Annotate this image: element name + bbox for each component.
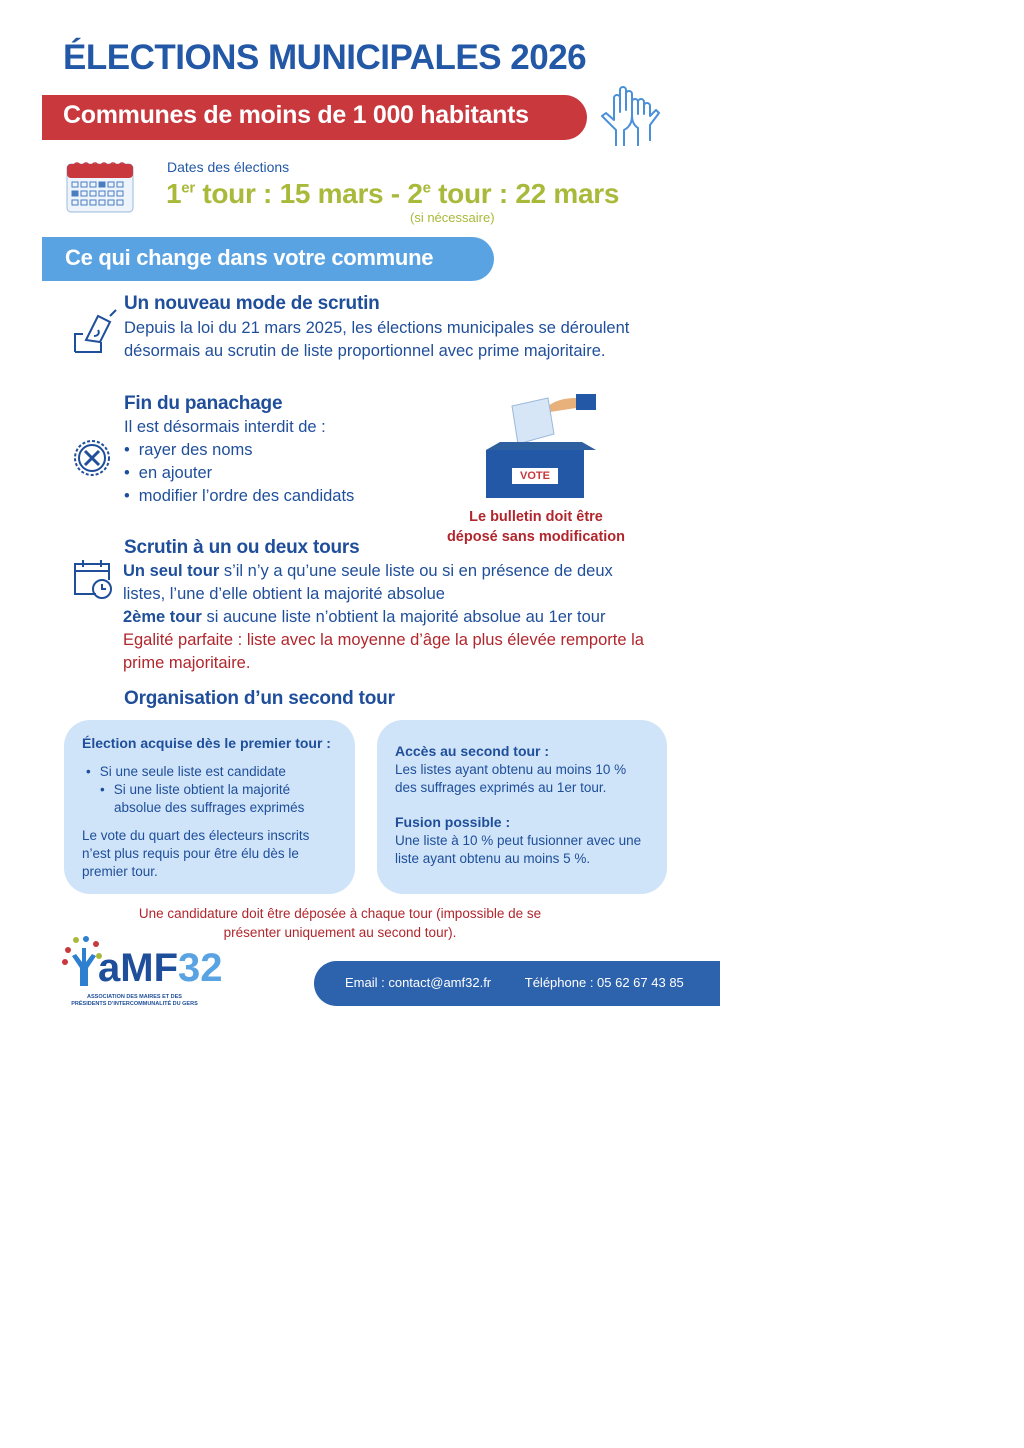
cross-circle-icon — [72, 438, 112, 478]
tours-text: Un seul tour s’il n’y a qu’une seule liste ou si en présence de deux listes, l’une d’elle obtient la majorité absolue 2ème tour si aucune liste n’obtient la majorité absolue au 1er tour Egalité parfaite : liste avec la moyenne d’âge la plus élevée remporte la prime majoritaire. — [123, 562, 644, 672]
first-round-box — [64, 720, 355, 894]
vote-label: VOTE — [520, 470, 550, 482]
ballot-caption: Le bulletin doit être déposé sans modification — [446, 509, 626, 545]
subtitle-banner: Communes de moins de 1 000 habitants — [42, 95, 587, 140]
candidacy-warning: Une candidature doit être déposée à chaque tour (impossible de se présenter uniquement au second tour). — [138, 906, 542, 940]
calendar-clock-icon — [72, 558, 114, 600]
mode-text: Depuis la loi du 21 mars 2025, les élections municipales se déroulent désormais au scrutin de liste proportionnel avec prime majoritaire. — [124, 319, 630, 360]
amf32-logo: aMF32 ASSOCIATION DES MAIRES ET DES PRÉSIDENTS D’INTERCOMMUNALITÉ DU GERS — [62, 936, 262, 1012]
panachage-intro: Il est désormais interdit de : — [124, 418, 326, 436]
list-item: • en ajouter — [124, 462, 354, 485]
list-item: • Si une seule liste est candidate — [100, 763, 337, 781]
list-item: • Si une liste obtient la majorité absolue des suffrages exprimés — [100, 781, 337, 817]
page-title: ÉLECTIONS MUNICIPALES 2026 — [63, 38, 587, 77]
list-item: • rayer des noms — [124, 439, 354, 462]
second-round-box — [377, 720, 667, 894]
box-note: Le vote du quart des électeurs inscrits n’est plus requis pour être élu dès le premier tour. — [82, 828, 310, 879]
panachage-list — [124, 439, 354, 508]
contact-email[interactable]: Email : contact@amf32.fr — [345, 975, 492, 990]
box-title: Fusion possible : — [395, 814, 511, 830]
raised-hands-icon — [596, 80, 662, 148]
ballot-box-illustration — [482, 392, 600, 502]
mode-heading: Un nouveau mode de scrutin — [124, 293, 380, 314]
second-round-note: (si nécessaire) — [410, 210, 495, 225]
contact-bar — [314, 961, 720, 1006]
second-round-heading: Organisation d’un second tour — [124, 688, 395, 709]
calendar-icon — [64, 154, 140, 214]
tree-hand-icon — [62, 936, 102, 988]
box-text: Les listes ayant obtenu au moins 10 % des suffrages exprimés au 1er tour. — [395, 762, 627, 795]
box-title: Élection acquise dès le premier tour : — [82, 735, 331, 751]
box-title: Accès au second tour : — [395, 743, 550, 759]
box-text: Une liste à 10 % peut fusionner avec une liste ayant obtenu au moins 5 %. — [395, 833, 642, 866]
section-banner: Ce qui change dans votre commune — [42, 237, 494, 281]
election-dates: 1er tour : 15 mars - 2e tour : 22 mars — [166, 178, 620, 209]
tours-heading: Scrutin à un ou deux tours — [124, 537, 360, 558]
ballot-hand-icon — [72, 306, 122, 356]
contact-phone[interactable]: Téléphone : 05 62 67 43 85 — [524, 975, 684, 990]
list-item: • modifier l’ordre des candidats — [124, 485, 354, 508]
dates-label: Dates des élections — [167, 159, 290, 175]
first-round-list — [86, 763, 337, 817]
panachage-heading: Fin du panachage — [124, 393, 283, 414]
